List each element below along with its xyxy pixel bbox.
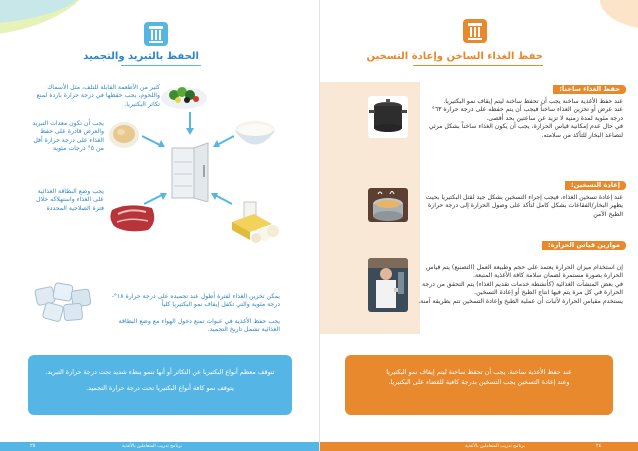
footer-title: برنامج تدريب المتعاملين بالأغذية: [465, 444, 525, 449]
arrow-left-icon: [212, 134, 234, 148]
salad-image: [160, 80, 208, 110]
summary-line: يتوقف نمو كافة أنواع البكتيريا تحت درجة حرارة التجميد.: [86, 384, 234, 392]
chef-image: [368, 258, 408, 312]
arrow-down-icon: [185, 112, 195, 136]
page-number: ٢٥: [30, 443, 36, 449]
title-underline: [413, 65, 543, 66]
right-page: [319, 0, 638, 451]
summary-box: [28, 355, 292, 415]
pillar-icon: [463, 19, 487, 43]
freezing-text: يمكن تخزين الغذاء لفترة أطول عند تجميده على درجة حرارة ١٨°- درجة مئوية والتي تكفل إيقاف نمو البكتيريا كلياً: [111, 293, 280, 309]
fridge-image: [170, 140, 210, 202]
fridge-item-text: يجب أن تكون معدات التبريد والعرض قادرة على حفظ الغذاء على درجة حرارة أقل من ٥° درجات مئوية: [32, 120, 104, 153]
section-heading: إعادة التسخين:: [565, 181, 626, 190]
pot-image: [368, 96, 408, 138]
page-title: حفظ الغذاء الساخن وإعادة التسخين: [366, 51, 543, 62]
arrow-right-icon: [142, 134, 166, 148]
decorative-swoosh: [600, 0, 638, 30]
pillar-icon: [144, 22, 168, 46]
summary-line: عند حفظ الأغذية ساخنة، يجب أن تحفظ ساخنة ليتم إيقاف نمو البكتيريا: [386, 368, 572, 376]
title-underline: [121, 65, 201, 66]
summary-box: [345, 355, 613, 415]
arrow-right-icon: [144, 192, 168, 206]
ice-cubes-image: [30, 280, 96, 326]
summary-line: وعند إعادة التسخين يجب التسخين بدرجة كافية للقضاء على البكتيريا.: [388, 378, 570, 386]
freezing-text: يجب حفظ الأغذية في عبوات تمنع دخول الهواء مع وضع البطاقة الغذائية تشمل تاريخ التجميد.: [118, 318, 280, 334]
summary-line: تتوقف معظم أنواع البكتيريا عن التكاثر أو أنها تنمو ببطء شديد تحت درجة حرارة التبريد.: [45, 368, 275, 376]
section-body: إن استخدام ميزان الحرارة يعتمد على حجم وطبيعة العمل (التصنيع) يتم قياس الحرارة بصورة مستمرة لضمان سلامة كافة الأغذية المتبعة. في بعض المنشآت الغذائية (كأنشطة خدمات تقديم الغذاء) يتم التحقق من درجة الحرارة في كل مرة يتم فيها انتاج الطبخ أو إعادة التسخين. يستخدم مقياس الحرارة لأثبات أن عملية الطبخ وإعادة التسخين تتم بطريقة آمنة.: [418, 264, 623, 305]
soup-bowl-image: [108, 120, 140, 150]
stove-image: [368, 188, 408, 222]
footer-title: برنامج تدريب المتعاملين بالأغذية: [122, 444, 182, 449]
page-title: الحفظ بالتبريد والتجميد: [83, 51, 199, 62]
fridge-item-text: يجب وضع البطاقة الغذائية على الغذاء واستهلاكه خلال فترة الصلاحية المحددة: [36, 188, 104, 212]
dairy-image: [228, 200, 280, 244]
fridge-item-text: كثير من الأطعمة القابلة للتلف، مثل الأسماك واللحوم، يجب حفظها في درجة حرارة باردة لمنع تكاثر البكتيريا.: [36, 84, 160, 108]
page-number: ٢٤: [596, 443, 602, 449]
page-footer: [0, 442, 319, 451]
page-footer: [320, 442, 638, 451]
section-heading: موازين قياس الحرارة:: [542, 241, 626, 250]
section-heading: حفظ الغذاء ساخناً:: [553, 85, 626, 94]
section-body: عند إعادة تسخين الغذاء، فيجب إجراء التسخين بشكل جيد لقتل البكتيريا بحيث يظهر البخار/الفقاعات بشكل كامل لتأكد على وصول الحرارة إلى درجة حرارة الطبخ الآمن: [425, 194, 623, 218]
arrow-left-icon: [210, 192, 232, 206]
section-body: عند حفظ الأغذية ساخنة يجب أن تحفظ ساخنة ليتم إيقاف نمو البكتيريا. عند عرض أو تخزين الغذاء ساخناً فيجب أن يتم حفظه على درجة حرارة ٦٣° درجة مئوية لمدة زمنية لا تزيد عن ساعتين بحد أقصى. في حال عدم إمكانية قياس الحرارة، يجب أن يكون الغذاء ساخناً بشكل مرئي لتصاعد البخار للتأكد من سلامته.: [428, 98, 623, 139]
rice-bowl-image: [233, 118, 277, 152]
